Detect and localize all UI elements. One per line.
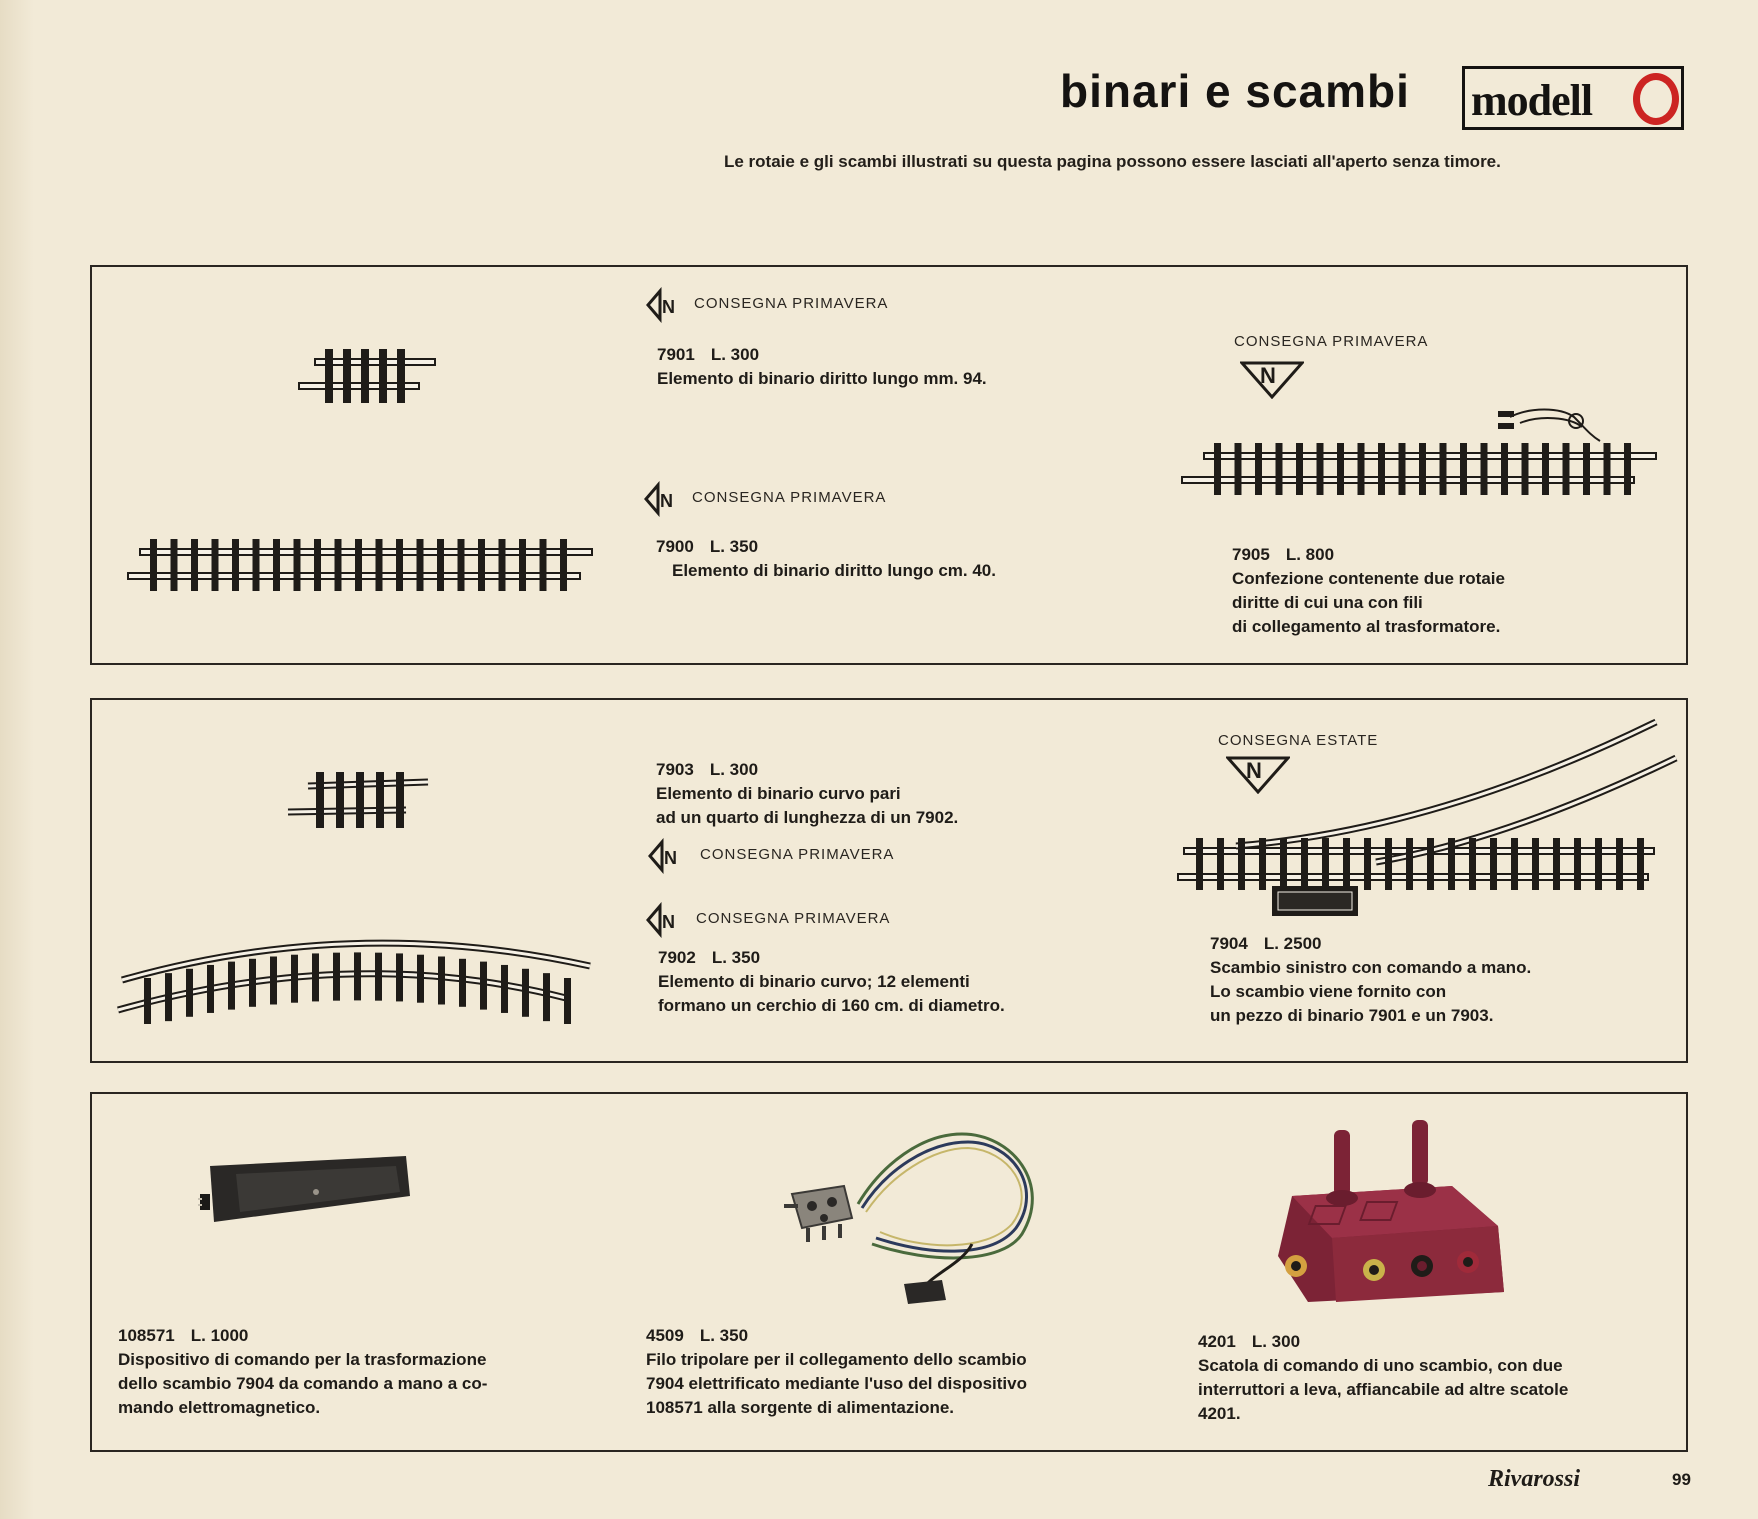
product-price: L. 300: [1251, 1332, 1301, 1351]
track-7900-image: [126, 531, 596, 603]
delivery-label: CONSEGNA ESTATE: [1218, 732, 1379, 749]
product-description: Scatola di comando di uno scambio, con due interruttori a leva, affiancabile ad altre scatole 4201.: [1198, 1356, 1569, 1423]
track-7903-image: [286, 768, 436, 838]
svg-text:N: N: [660, 491, 673, 511]
svg-text:N: N: [662, 912, 675, 932]
product-code: 7902: [658, 948, 696, 967]
tripolar-cable-4509-image: [762, 1124, 1082, 1324]
product-description: Confezione contenente due rotaie diritte di cui una con fili di collegamento al trasformatore.: [1232, 569, 1505, 636]
product-description: Elemento di binario diritto lungo mm. 94.: [657, 369, 987, 388]
product-code: 7900: [656, 537, 694, 556]
product-code: 108571: [118, 1326, 175, 1345]
product-description: Filo tripolare per il collegamento dello scambio 7904 elettrificato mediante l'uso del dispositivo 108571 alla sorgente di alimentazione.: [646, 1350, 1027, 1417]
product-7904: [1210, 932, 1531, 1028]
logo-text: modell: [1471, 76, 1593, 125]
product-code: 4509: [646, 1326, 684, 1345]
product-code: 7904: [1210, 934, 1248, 953]
delivery-label: CONSEGNA PRIMAVERA: [1234, 333, 1429, 350]
delivery-label: CONSEGNA PRIMAVERA: [694, 295, 889, 312]
command-device-108571-image: [196, 1152, 426, 1232]
logo-o-ring: [1633, 73, 1679, 125]
page-spine-shadow: [0, 0, 34, 1519]
page-number: 99: [1672, 1470, 1691, 1489]
product-description: Elemento di binario diritto lungo cm. 40.: [672, 561, 996, 580]
delivery-label: CONSEGNA PRIMAVERA: [696, 910, 891, 927]
page-title: binari e scambi: [1060, 65, 1410, 117]
product-code: 7901: [657, 345, 695, 364]
brand-logo: Rivarossi: [1488, 1466, 1581, 1492]
delivery-label: CONSEGNA PRIMAVERA: [692, 489, 887, 506]
switch-7904-image: [1176, 710, 1682, 930]
panel-accessories: [90, 1092, 1688, 1452]
product-7900: [656, 535, 996, 583]
page-subtitle: Le rotaie e gli scambi illustrati su questa pagina possono essere lasciati all'aperto senza timore.: [724, 152, 1501, 171]
product-price: L. 350: [711, 948, 761, 967]
track-7901-image: [297, 343, 437, 409]
n-gauge-badge-icon: [646, 287, 686, 323]
product-price: L. 300: [710, 345, 760, 364]
product-price: L. 2500: [1263, 934, 1322, 953]
delivery-label: CONSEGNA PRIMAVERA: [700, 846, 895, 863]
product-7902: [658, 946, 1005, 1018]
product-price: L. 300: [709, 760, 759, 779]
product-code: 7905: [1232, 545, 1270, 564]
track-7905-image: [1180, 387, 1660, 517]
n-gauge-badge-icon: [644, 481, 684, 517]
product-4509: [646, 1324, 1027, 1420]
product-description: Elemento di binario curvo; 12 elementi formano un cerchio di 160 cm. di diametro.: [658, 972, 1005, 1015]
product-4201: [1198, 1330, 1568, 1426]
product-price: L. 1000: [190, 1326, 249, 1345]
product-code: 4201: [1198, 1332, 1236, 1351]
product-description: Elemento di binario curvo pari ad un quarto di lunghezza di un 7902.: [656, 784, 959, 827]
n-gauge-badge-icon: [646, 902, 686, 938]
product-description: Dispositivo di comando per la trasformazione dello scambio 7904 da comando a mano a co- mando elettromagnetico.: [118, 1350, 488, 1417]
svg-text:N: N: [664, 848, 677, 868]
modello-logo: [1462, 66, 1684, 130]
control-box-4201-image: [1272, 1106, 1522, 1306]
panel-curved-tracks-switch: [90, 698, 1688, 1063]
svg-text:N: N: [662, 297, 675, 317]
svg-text:N: N: [1260, 363, 1276, 388]
track-7902-image: [114, 924, 594, 1024]
panel-straight-tracks: [90, 265, 1688, 665]
product-code: 7903: [656, 760, 694, 779]
n-gauge-badge-icon: [648, 838, 688, 874]
product-price: L. 350: [699, 1326, 749, 1345]
product-7903: [656, 758, 958, 830]
product-7901: [657, 343, 987, 391]
product-108571: [118, 1324, 487, 1420]
product-price: L. 350: [709, 537, 759, 556]
svg-text:N: N: [1246, 758, 1262, 783]
product-price: L. 800: [1285, 545, 1335, 564]
product-description: Scambio sinistro con comando a mano. Lo scambio viene fornito con un pezzo di binario 7901 e un 7903.: [1210, 958, 1532, 1025]
product-7905: [1232, 543, 1505, 639]
